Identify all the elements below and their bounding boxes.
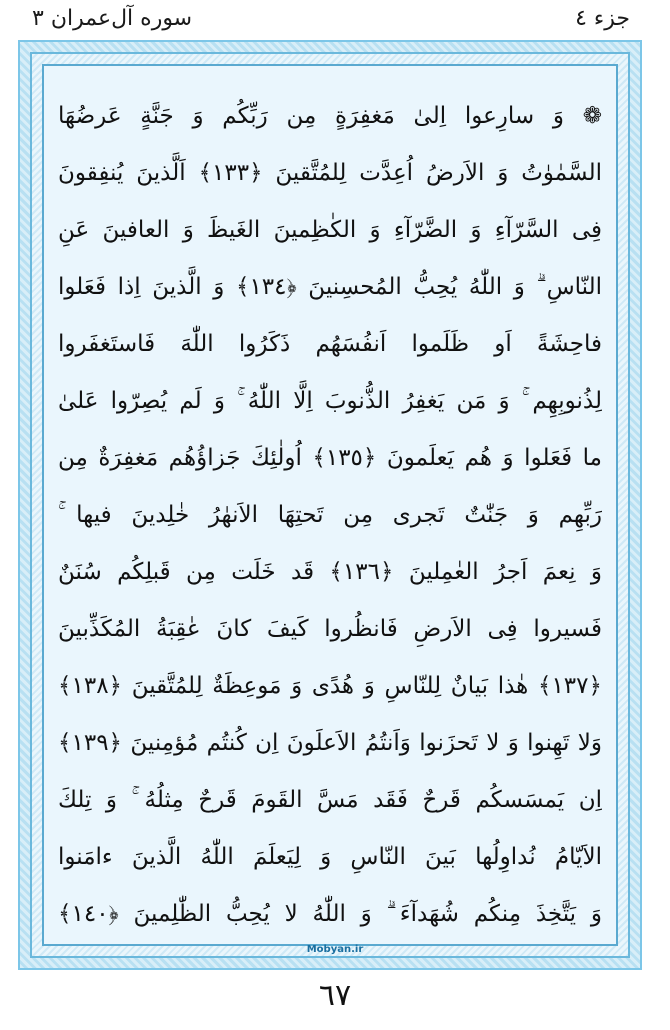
decorative-frame-outer xyxy=(18,40,642,970)
site-watermark: Mobyan.ir xyxy=(306,944,364,955)
surah-label: سوره آل‌عمران ٣ xyxy=(32,6,193,31)
text-line-3: فِى السَّرّآءِ وَ الضَّرّآءِ وَ الكٰظِمينَ الغَيظَ وَ العافينَ عَنِ xyxy=(58,217,602,243)
text-line-4: النّاسِ ۗ وَ اللّٰهُ يُحِبُّ المُحسِنينَ ﴿١٣٤﴾ وَ الَّذينَ اِذا فَعَلوا xyxy=(58,274,602,300)
text-line-7: ما فَعَلوا وَ هُم يَعلَمونَ ﴿١٣٥﴾ اُولٰئِكَ جَزاؤُهُم مَغفِرَةٌ مِن xyxy=(58,445,602,471)
text-line-13: اِن يَمسَسكُم قَرحٌ فَقَد مَسَّ القَومَ قَرحٌ مِثلُهُ ۚ وَ تِلكَ xyxy=(58,787,602,813)
text-line-5: فاحِشَةً اَو ظَلَموا اَنفُسَهُم ذَكَرُوا اللّٰهَ فَاستَغفَروا xyxy=(58,331,602,357)
text-panel xyxy=(42,64,618,946)
page-number: ٦٧ xyxy=(318,978,352,1013)
text-line-9: وَ نِعمَ اَجرُ العٰمِلينَ ﴿١٣٦﴾ قَد خَلَت مِن قَبلِكُم سُنَنٌ xyxy=(58,559,602,585)
text-line-6: لِذُنوبِهِم ۚ وَ مَن يَغفِرُ الذُّنوبَ اِلَّا اللّٰهُ ۚ وَ لَم يُصِرّوا عَلىٰ xyxy=(58,388,602,414)
juz-label: جزء ٤ xyxy=(575,6,630,31)
text-line-1: ❁ وَ سارِعوا اِلىٰ مَغفِرَةٍ مِن رَبِّكُم وَ جَنَّةٍ عَرضُهَا xyxy=(58,103,602,129)
text-line-8: رَبِّهِم وَ جَنّٰتٌ تَجرى مِن تَحتِهَا الاَنهٰرُ خٰلِدينَ فيها ۚ xyxy=(58,502,602,528)
quran-text xyxy=(58,88,602,943)
text-line-10: فَسيروا فِى الاَرضِ فَانظُروا كَيفَ كانَ عٰقِبَةُ المُكَذِّبينَ xyxy=(58,616,602,642)
decorative-frame-middle xyxy=(30,52,630,958)
page-header xyxy=(0,0,670,44)
text-line-2: السَّمٰوٰتُ وَ الاَرضُ اُعِدَّت لِلمُتَّقينَ ﴿١٣٣﴾ اَلَّذينَ يُنفِقونَ xyxy=(58,160,602,186)
text-line-11: ﴿١٣٧﴾ هٰذا بَيانٌ لِلنّاسِ وَ هُدًى وَ مَوعِظَةٌ لِلمُتَّقينَ ﴿١٣٨﴾ xyxy=(58,673,602,699)
text-line-12: وَلا تَهِنوا وَ لا تَحزَنوا وَاَنتُمُ الاَعلَونَ اِن كُنتُم مُؤمِنينَ ﴿١٣٩﴾ xyxy=(58,730,602,756)
text-line-14: الاَيّامُ نُداوِلُها بَينَ النّاسِ وَ لِيَعلَمَ اللّٰهُ الَّذينَ ءامَنوا xyxy=(58,844,602,870)
text-line-15: وَ يَتَّخِذَ مِنكُم شُهَدآءَ ۗ وَ اللّٰهُ لا يُحِبُّ الظّٰلِمينَ ﴿١٤٠﴾ xyxy=(58,901,602,927)
